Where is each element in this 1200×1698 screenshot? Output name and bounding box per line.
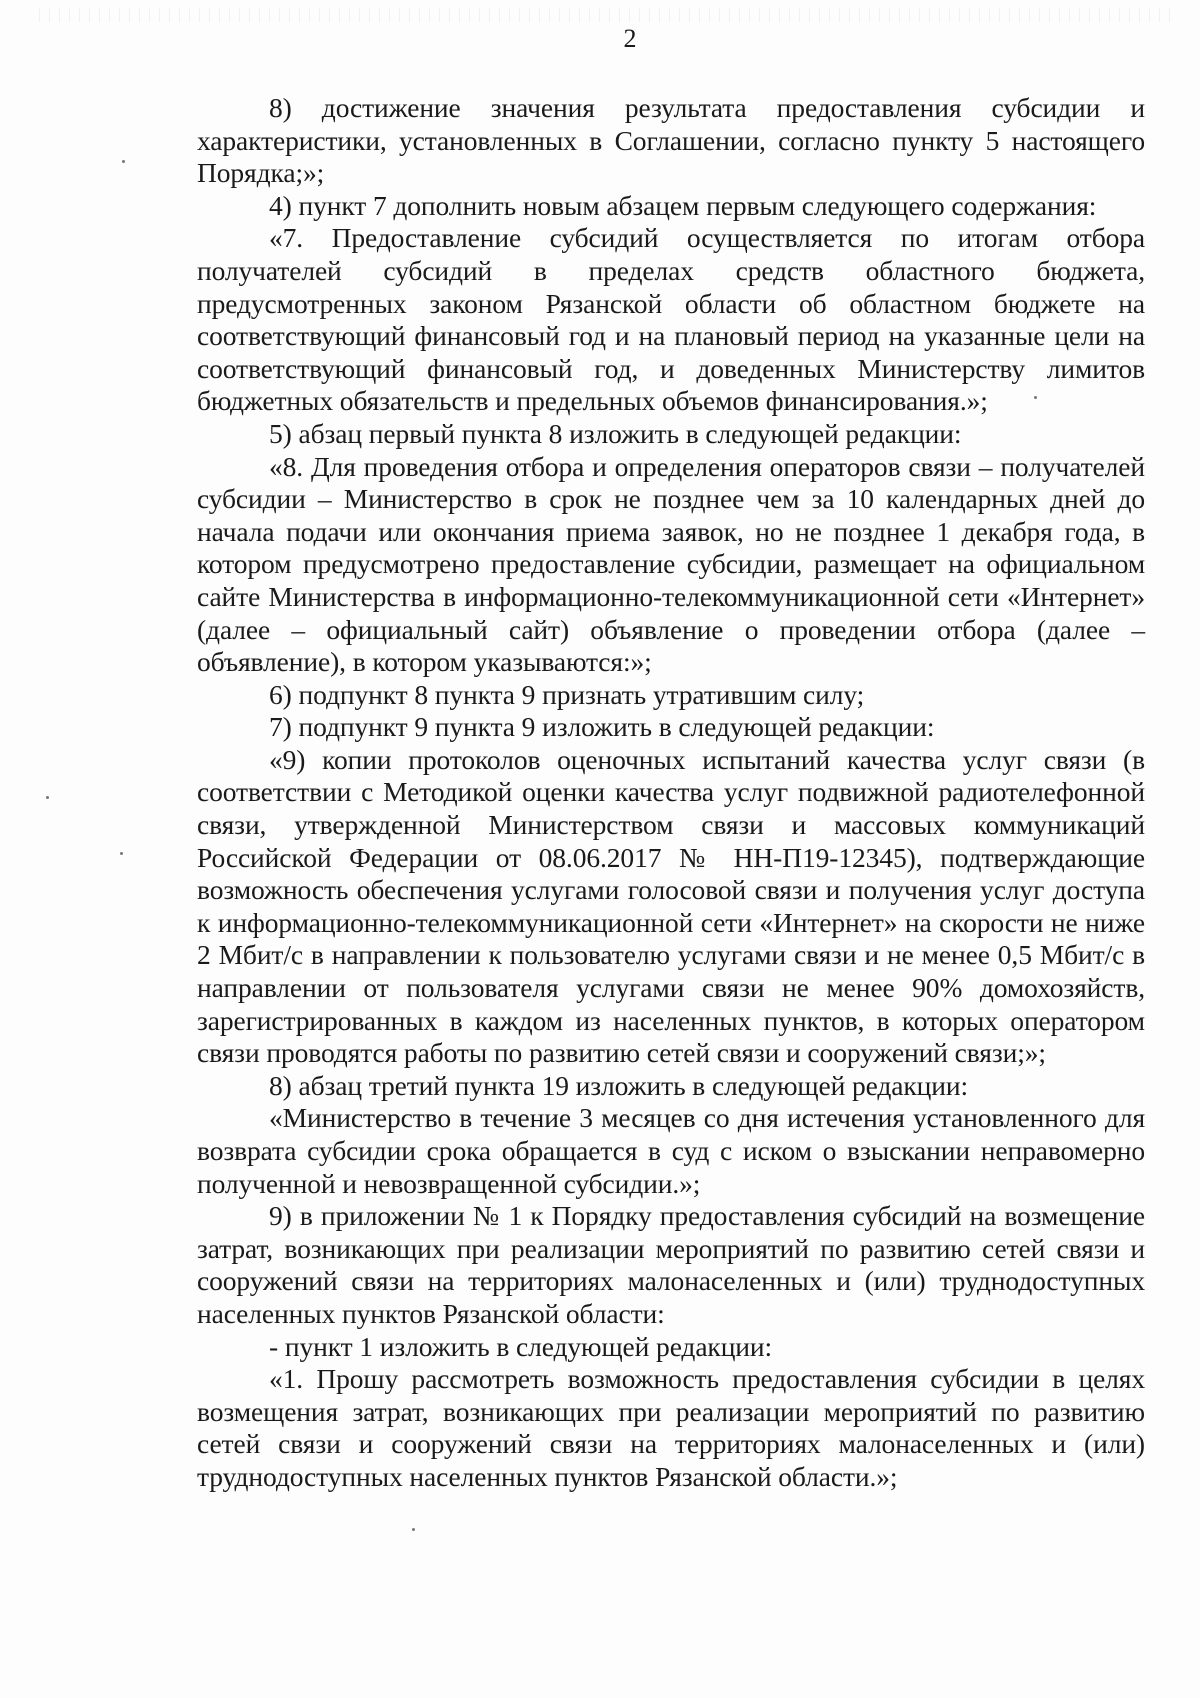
- paragraph: 6) подпункт 8 пункта 9 признать утратившим силу;: [269, 678, 865, 710]
- paragraph: «7. Предоставление субсидий осуществляется по итогам отбора получателей субсидий в пределах средств областного бюджета, предусмотренных законом Рязанской области об областном бюджете на соответствующий финансовый год и на плановый период на указанные цели на соответствующий финансовый год, и доведенных Министерству лимитов бюджетных обязательств и предельных объемов финансирования.»;: [197, 222, 1145, 417]
- scan-speck: [46, 796, 49, 799]
- paragraph: 5) абзац первый пункта 8 изложить в следующей редакции:: [269, 417, 962, 449]
- paragraph: 8) абзац третий пункта 19 изложить в следующей редакции:: [269, 1069, 969, 1101]
- paragraph: «8. Для проведения отбора и определения операторов связи – получателей субсидии – Министерство в срок не позднее чем за 10 календарных дней до начала подачи или окончания приема заявок, но не позднее 1 декабря года, в котором предусмотрено предоставление субсидии, размещает на официальном сайте Министерства в информационно-телекоммуникационной сети «Интернет» (далее – официальный сайт) объявление о проведении отбора (далее – объявление), в котором указываются:»;: [197, 450, 1145, 678]
- paragraph: 4) пункт 7 дополнить новым абзацем первым следующего содержания:: [269, 189, 1097, 221]
- scan-speck: [120, 852, 123, 855]
- scan-speck: [122, 160, 125, 163]
- paragraph: - пункт 1 изложить в следующей редакции:: [269, 1330, 773, 1362]
- paragraph: «9) копии протоколов оценочных испытаний качества услуг связи (в соответствии с Методикой оценки качества услуг подвижной радиотелефонной связи, утвержденной Министерством связи и массовых коммуникаций Российской Федерации от 08.06.2017 № НН-П19-12345), подтверждающие возможность обеспечения услугами голосовой связи и получения услуг доступа к информационно-телекоммуникационной сети «Интернет» на скорости не ниже 2 Мбит/с в направлении к пользователю услугами связи и не менее 0,5 Мбит/с в направлении от пользователя услугами связи не менее 90% домохозяйств, зарегистрированных в каждом из населенных пунктов, в которых оператором связи проводятся работы по развитию сетей связи и сооружений связи;»;: [197, 743, 1145, 1069]
- page-number: 2: [623, 24, 637, 53]
- scan-speck: [412, 1528, 415, 1531]
- paragraph: «1. Прошу рассмотреть возможность предоставления субсидии в целях возмещения затрат, возникающих при реализации мероприятий по развитию сетей связи и сооружений связи на территориях малонаселенных и (или) труднодоступных населенных пунктов Рязанской области.»;: [197, 1363, 1145, 1492]
- paragraph: «Министерство в течение 3 месяцев со дня истечения установленного для возврата субсидии срока обращается в суд с иском о взыскании неправомерно полученной и невозвращенной субсидии.»;: [197, 1102, 1145, 1199]
- document-body: [197, 92, 1145, 1494]
- paragraph: 7) подпункт 9 пункта 9 изложить в следующей редакции:: [269, 711, 935, 743]
- paragraph: 8) достижение значения результата предоставления субсидии и характеристики, установленных в Соглашении, согласно пункту 5 настоящего Порядка;»;: [197, 92, 1145, 189]
- scan-noise: [30, 8, 1170, 22]
- paragraph: 9) в приложении № 1 к Порядку предоставления субсидий на возмещение затрат, возникающих при реализации мероприятий по развитию сетей связи и сооружений связи на территориях малонаселенных и (или) труднодоступных населенных пунктов Рязанской области:: [197, 1200, 1145, 1329]
